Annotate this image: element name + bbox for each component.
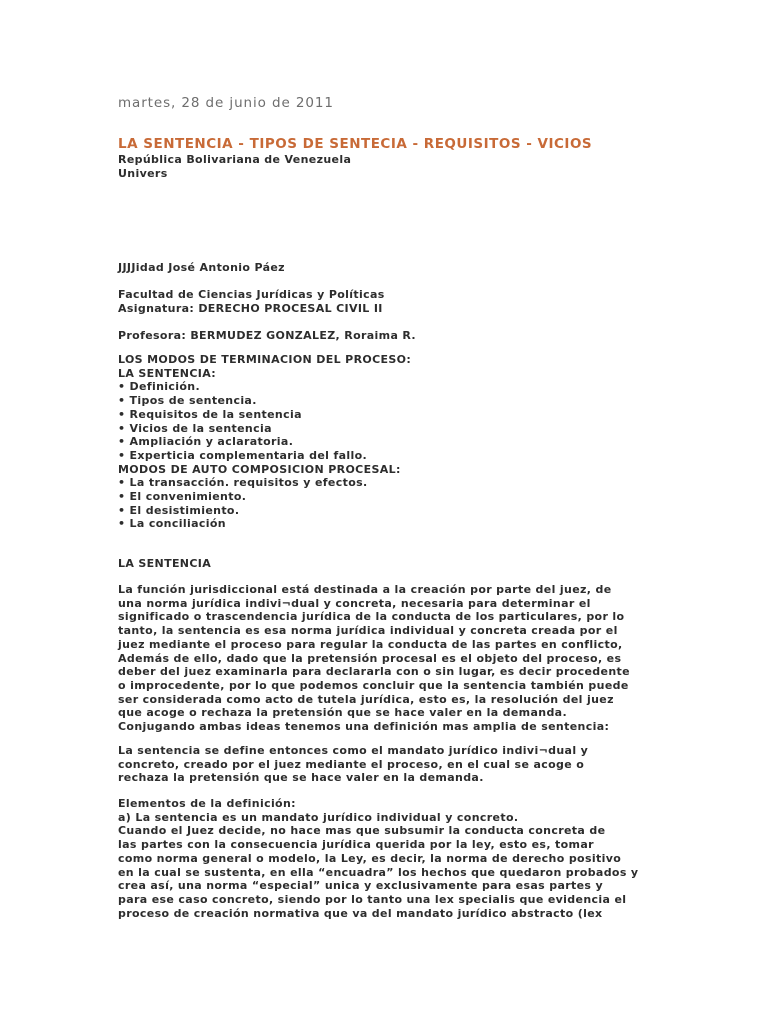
paragraph-line: crea así, una norma “especial” unica y exclusivamente para esas partes y [118,879,604,893]
paragraph-line: rechaza la pretensión que se hace valer en la demanda. [118,771,484,785]
paragraph-line: Elementos de la definición: [118,797,296,810]
paragraph-line: o improcedente, por lo que podemos concluir que la sentencia también puede [118,678,629,692]
paragraph-line: a) La sentencia es un mandato jurídico individual y concreto. [118,810,519,824]
paragraph-1 [118,583,630,734]
header-line-republic: República Bolivariana de Venezuela [118,153,352,166]
paragraph-line: una norma jurídica indivi¬dual y concreta, necesaria para determinar el [118,596,591,610]
section-heading-block [118,557,211,571]
paragraph-line: significado o trascendencia jurídica de la conducta de los particulares, por lo [118,610,625,624]
paragraph-line: deber del juez examinarla para declararla con o sin lugar, es decir procedente [118,665,630,679]
outline-bullet: • La conciliación [118,517,226,531]
outline-bullet: • Ampliación y aclaratoria. [118,435,294,449]
paragraph-line: juez mediante el proceso para regular la conducta de las partes en conflicto, [118,637,623,651]
subject-line: Asignatura: DERECHO PROCESAL CIVIL II [118,301,383,315]
outline-bullet: • Definición. [118,380,201,394]
outline-bullet: • Experticia complementaria del fallo. [118,448,368,462]
faculty-block [118,288,385,315]
paragraph-line: para ese caso concreto, siendo por lo tanto una lex specialis que evidencia el [118,892,627,906]
header-block [118,153,351,180]
paragraph-line: Además de ello, dado que la pretensión procesal es el objeto del proceso, es [118,651,622,665]
paragraph-line: las partes con la consecuencia jurídica querida por la ley, esto es, tomar [118,838,594,852]
outline-bullet: • Requisitos de la sentencia [118,407,302,421]
paragraph-line: La función jurisdiccional está destinada a la creación por parte del juez, de [118,583,612,596]
outline-bullet: • Tipos de sentencia. [118,394,257,408]
header-line-univers: Univers [118,166,168,180]
outline-bullet: • El convenimiento. [118,490,247,504]
post-date: martes, 28 de junio de 2011 [118,95,334,111]
professor-block [118,329,416,343]
outline-line: LOS MODOS DE TERMINACION DEL PROCESO: [118,353,412,366]
professor-line: Profesora: BERMUDEZ GONZALEZ, Roraima R. [118,329,416,342]
paragraph-line: proceso de creación normativa que va del mandato jurídico abstracto (lex [118,906,603,920]
outline-line: LA SENTENCIA: [118,366,217,380]
paragraph-line: en la cual se sustenta, en ella “encuadra” los hechos que quedaron probados y [118,865,639,879]
section-heading: LA SENTENCIA [118,557,212,570]
paragraph-line: concreto, creado por el juez mediante el proceso, en el cual se acoge o [118,757,585,771]
paragraph-line: como norma general o modelo, la Ley, es decir, la norma de derecho positivo [118,851,622,865]
paragraph-line: tanto, la sentencia es esa norma jurídica individual y concreta creada por el [118,624,618,638]
outline-bullet: • El desistimiento. [118,503,240,517]
paragraph-line: Cuando el Juez decide, no hace mas que subsumir la conducta concreta de [118,824,606,838]
paragraph-line: Conjugando ambas ideas tenemos una definición mas amplia de sentencia: [118,720,610,734]
faculty-line: Facultad de Ciencias Jurídicas y Políticas [118,288,385,301]
outline-line: MODOS DE AUTO COMPOSICION PROCESAL: [118,462,401,476]
paragraph-3 [118,797,638,920]
outline-bullet: • Vicios de la sentencia [118,421,272,435]
outline-block [118,353,411,531]
post-title[interactable]: LA SENTENCIA - TIPOS DE SENTECIA - REQUISITOS - VICIOS [118,136,593,152]
paragraph-2 [118,744,588,785]
paragraph-line: La sentencia se define entonces como el mandato jurídico indivi¬dual y [118,744,589,757]
paragraph-line: ser considerada como acto de tutela jurídica, esto es, la resolución del juez [118,692,614,706]
institution-block [118,261,285,275]
institution-line: JJJJidad José Antonio Páez [118,261,285,274]
outline-bullet: • La transacción. requisitos y efectos. [118,476,368,490]
paragraph-line: que acoge o rechaza la pretensión que se hace valer en la demanda. [118,706,567,720]
